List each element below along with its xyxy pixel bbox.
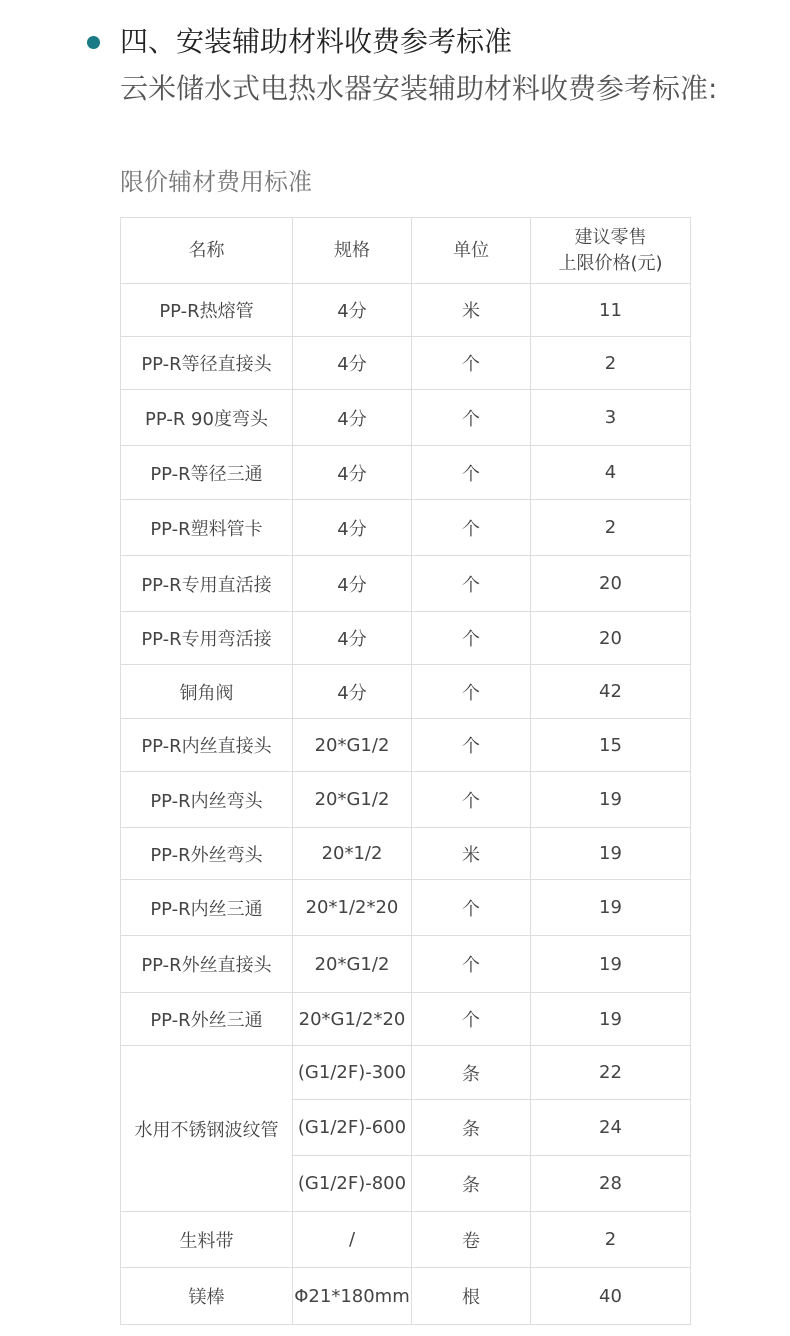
cell-spec: 4分 (293, 390, 412, 446)
cell-unit: 个 (412, 936, 531, 993)
cell-name: PP-R等径三通 (121, 446, 293, 500)
header-price-line1: 建议零售 (574, 226, 647, 248)
cell-name: PP-R外丝弯头 (121, 828, 293, 880)
section-heading: 四、安装辅助材料收费参考标准 (120, 25, 513, 58)
cell-unit: 个 (412, 390, 531, 446)
header-unit: 单位 (412, 218, 531, 284)
cell-name: PP-R外丝直接头 (121, 936, 293, 993)
cell-spec: / (293, 1212, 412, 1268)
cell-name: PP-R内丝三通 (121, 880, 293, 936)
cell-spec: 20*G1/2 (293, 772, 412, 828)
cell-name: 镁棒 (121, 1268, 293, 1325)
table-row (121, 665, 691, 719)
table-row (121, 500, 691, 556)
cell-spec: 20*G1/2 (293, 719, 412, 772)
cell-spec: 4分 (293, 500, 412, 556)
cell-price: 19 (531, 828, 691, 880)
cell-price: 19 (531, 772, 691, 828)
table-row (121, 337, 691, 390)
cell-name: 铜角阀 (121, 665, 293, 719)
cell-unit: 个 (412, 772, 531, 828)
cell-price: 24 (531, 1100, 691, 1156)
table-row (121, 772, 691, 828)
cell-unit: 卷 (412, 1212, 531, 1268)
cell-unit: 个 (412, 556, 531, 612)
header-price-line2: 上限价格(元) (558, 252, 663, 274)
cell-price: 19 (531, 993, 691, 1046)
cell-spec: 4分 (293, 612, 412, 665)
cell-unit: 个 (412, 719, 531, 772)
cell-name: PP-R等径直接头 (121, 337, 293, 390)
fee-table (120, 217, 691, 1325)
cell-price: 4 (531, 446, 691, 500)
cell-name: PP-R内丝弯头 (121, 772, 293, 828)
bullet-dot (87, 36, 100, 49)
cell-price: 3 (531, 390, 691, 446)
cell-name: 生料带 (121, 1212, 293, 1268)
cell-unit: 根 (412, 1268, 531, 1325)
cell-unit: 个 (412, 880, 531, 936)
cell-name: PP-R专用直活接 (121, 556, 293, 612)
cell-price: 20 (531, 556, 691, 612)
cell-unit: 米 (412, 828, 531, 880)
table-body (121, 284, 691, 1325)
cell-spec: 20*1/2*20 (293, 880, 412, 936)
header-spec: 规格 (293, 218, 412, 284)
cell-unit: 个 (412, 612, 531, 665)
cell-spec: (G1/2F)-300 (293, 1046, 412, 1100)
cell-spec: 4分 (293, 446, 412, 500)
table-row (121, 1212, 691, 1268)
cell-price: 22 (531, 1046, 691, 1100)
cell-spec: 4分 (293, 665, 412, 719)
table-header-row (121, 218, 691, 284)
cell-unit: 条 (412, 1046, 531, 1100)
cell-name: PP-R热熔管 (121, 284, 293, 337)
cell-spec: (G1/2F)-800 (293, 1156, 412, 1212)
cell-price: 42 (531, 665, 691, 719)
cell-spec: 4分 (293, 337, 412, 390)
cell-name: PP-R塑料管卡 (121, 500, 293, 556)
cell-price: 2 (531, 1212, 691, 1268)
cell-spec: 20*G1/2*20 (293, 993, 412, 1046)
table-row (121, 880, 691, 936)
cell-name: PP-R专用弯活接 (121, 612, 293, 665)
cell-price: 40 (531, 1268, 691, 1325)
header-price (531, 218, 691, 284)
cell-unit: 个 (412, 446, 531, 500)
cell-name: PP-R内丝直接头 (121, 719, 293, 772)
table-row (121, 1268, 691, 1325)
cell-name: 水用不锈钢波纹管 (121, 1046, 293, 1212)
cell-spec: Φ21*180mm (293, 1268, 412, 1325)
table-row (121, 1046, 691, 1100)
cell-unit: 米 (412, 284, 531, 337)
table-row (121, 390, 691, 446)
cell-price: 28 (531, 1156, 691, 1212)
cell-spec: 4分 (293, 284, 412, 337)
cell-unit: 条 (412, 1100, 531, 1156)
cell-price: 19 (531, 936, 691, 993)
table-row (121, 446, 691, 500)
cell-price: 15 (531, 719, 691, 772)
cell-spec: 20*1/2 (293, 828, 412, 880)
cell-unit: 条 (412, 1156, 531, 1212)
table-row (121, 828, 691, 880)
cell-name: PP-R外丝三通 (121, 993, 293, 1046)
cell-unit: 个 (412, 665, 531, 719)
cell-name: PP-R 90度弯头 (121, 390, 293, 446)
section-subheading: 云米储水式电热水器安装辅助材料收费参考标准: (120, 72, 718, 105)
cell-spec: (G1/2F)-600 (293, 1100, 412, 1156)
table-row (121, 556, 691, 612)
cell-price: 11 (531, 284, 691, 337)
table-row (121, 936, 691, 993)
cell-unit: 个 (412, 500, 531, 556)
cell-unit: 个 (412, 993, 531, 1046)
table-caption: 限价辅材费用标准 (120, 168, 312, 196)
cell-price: 19 (531, 880, 691, 936)
cell-unit: 个 (412, 337, 531, 390)
table-row (121, 612, 691, 665)
header-name: 名称 (121, 218, 293, 284)
cell-spec: 20*G1/2 (293, 936, 412, 993)
cell-spec: 4分 (293, 556, 412, 612)
cell-price: 2 (531, 500, 691, 556)
table-row (121, 284, 691, 337)
cell-price: 2 (531, 337, 691, 390)
table-row (121, 993, 691, 1046)
table-row (121, 719, 691, 772)
cell-price: 20 (531, 612, 691, 665)
